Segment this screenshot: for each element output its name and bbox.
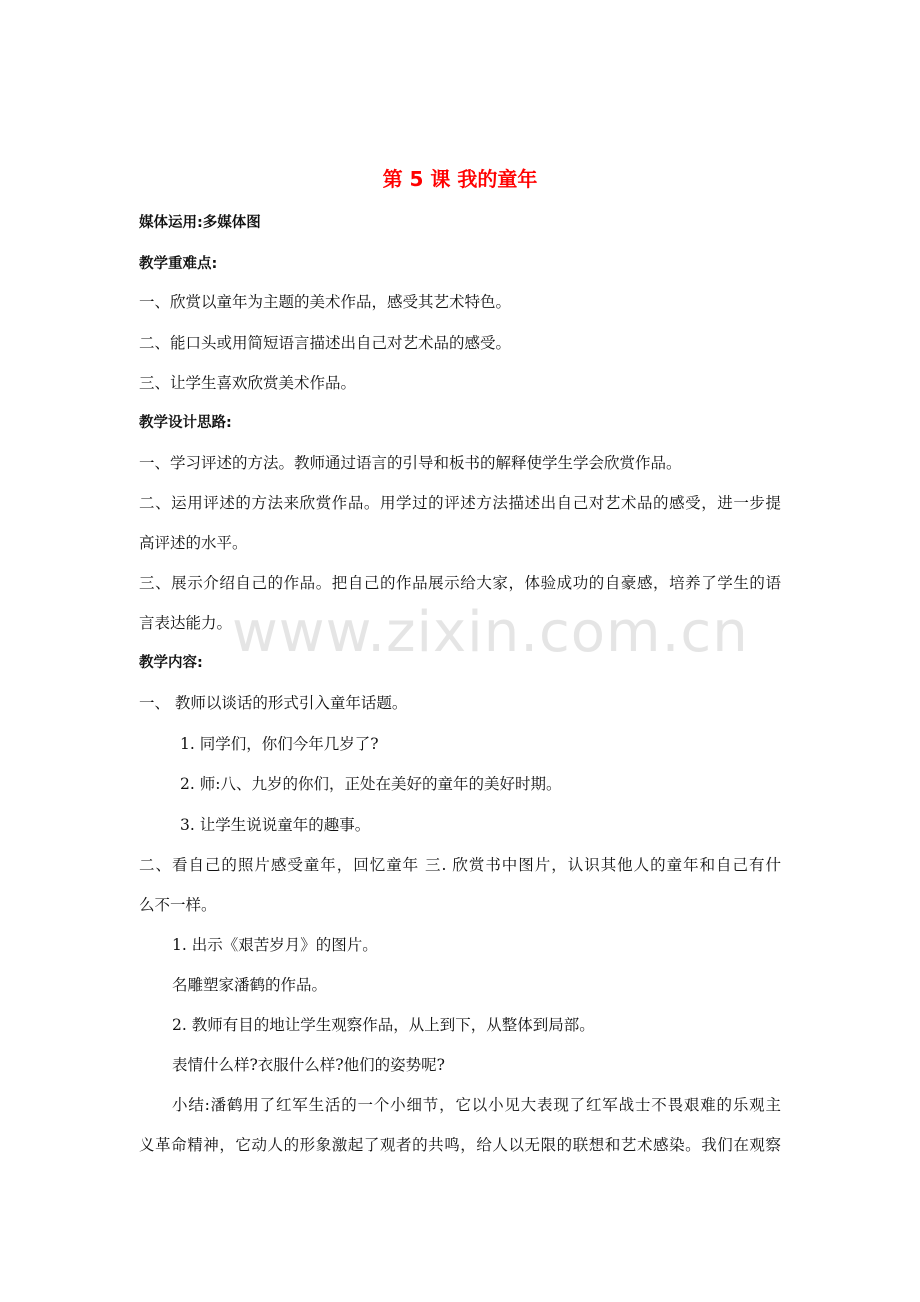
design-item-continued: 高评述的水平。 xyxy=(139,534,248,552)
content-subitem: 2. 师:八、九岁的你们，正处在美好的童年的美好时期。 xyxy=(180,775,562,793)
content-subitem: 1. 出示《艰苦岁月》的图片。 xyxy=(172,936,378,954)
key-points-heading: 教学重难点: xyxy=(139,256,218,272)
watermark: www.zixin.com.cn xyxy=(232,600,749,665)
content-subitem: 1. 同学们，你们今年几岁了? xyxy=(180,735,379,753)
content-subitem: 3. 让学生说说童年的趣事。 xyxy=(180,816,371,834)
media-line: 媒体运用:多媒体图 xyxy=(139,215,261,231)
content-summary-continued: 义革命精神，它动人的形象激起了观者的共鸣，给人以无限的联想和艺术感染。我们在观察 xyxy=(139,1136,781,1154)
content-summary: 小结:潘鹤用了红军生活的一个小细节，它以小见大表现了红军战士不畏艰难的乐观主 xyxy=(172,1096,781,1114)
key-point-item: 二、能口头或用简短语言描述出自己对艺术品的感受。 xyxy=(139,334,512,352)
content-part-continued: 么不一样。 xyxy=(139,896,217,914)
design-item: 二、运用评述的方法来欣赏作品。用学过的评述方法描述出自己对艺术品的感受，进一步提 xyxy=(139,494,781,512)
design-item-continued: 言表达能力。 xyxy=(139,614,233,632)
content-part: 二、看自己的照片感受童年，回忆童年 三. 欣赏书中图片，认识其他人的童年和自己有什 xyxy=(139,856,781,874)
content-questions: 表情什么样?衣服什么样?他们的姿势呢? xyxy=(172,1056,445,1074)
key-point-item: 三、让学生喜欢欣赏美术作品。 xyxy=(139,374,357,392)
design-heading: 教学设计思路: xyxy=(139,415,232,431)
design-item: 三、展示介绍自己的作品。把自己的作品展示给大家，体验成功的自豪感，培养了学生的语 xyxy=(139,574,781,592)
content-subitem: 2. 教师有目的地让学生观察作品，从上到下，从整体到局部。 xyxy=(172,1016,595,1034)
design-item: 一、学习评述的方法。教师通过语言的引导和板书的解释使学生学会欣赏作品。 xyxy=(139,454,682,472)
content-note: 名雕塑家潘鹤的作品。 xyxy=(172,976,328,994)
key-point-item: 一、欣赏以童年为主题的美术作品，感受其艺术特色。 xyxy=(139,293,512,311)
content-heading: 教学内容: xyxy=(139,655,203,671)
page-title: 第 5 课 我的童年 xyxy=(382,167,538,191)
content-part: 一、 教师以谈话的形式引入童年话题。 xyxy=(139,694,408,712)
